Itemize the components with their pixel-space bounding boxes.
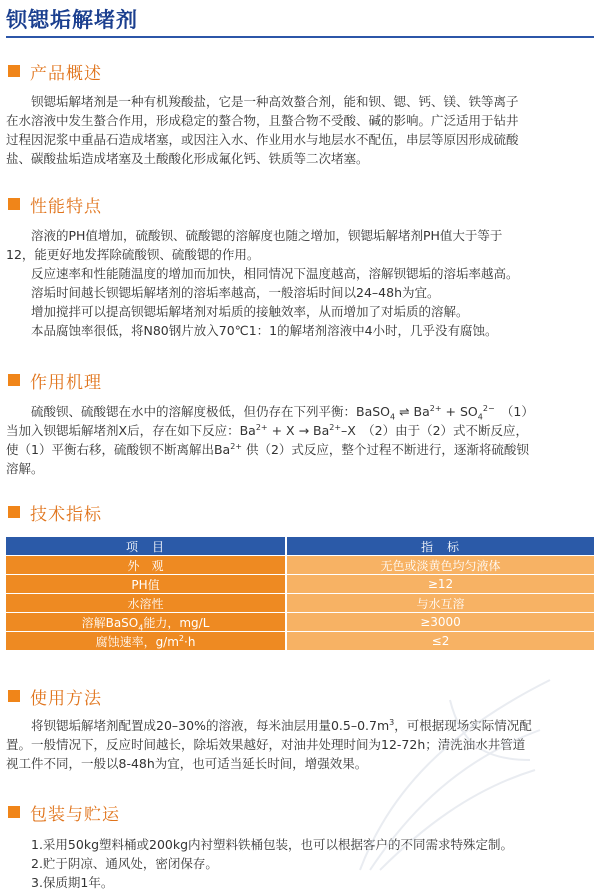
title-divider [6, 36, 594, 38]
section-heading-overview [8, 59, 102, 83]
section-title: 产品概述 [30, 63, 102, 84]
text-line: 在水溶液中发生螯合作用，形成稳定的螯合物，且螯合物不受酸、碱的影响。广泛适用于钻井 [6, 113, 519, 128]
orange-square-icon [8, 506, 20, 518]
section-title: 技术指标 [30, 504, 102, 525]
orange-square-icon [8, 690, 20, 702]
spec-item [6, 632, 286, 651]
text-run: 能力，mg/L [143, 615, 210, 630]
text-run: ，可根据现场实际情况配 [394, 718, 532, 733]
text-line: 本品腐蚀率很低，将N80钢片放入70℃1：1的解堵剂溶液中4小时，几乎没有腐蚀。 [31, 323, 498, 338]
text-line: 过程因泥浆中重晶石造成堵塞，或因注入水、作业用水与地层水不配伍，串层等原因形成硫酸 [6, 132, 519, 147]
section-heading-features [8, 192, 102, 216]
column-header-value: 指 标 [286, 537, 594, 556]
section-heading-specs [8, 500, 102, 524]
table-row [6, 613, 594, 632]
superscript: 2− [482, 403, 495, 413]
text-line: 反应速率和性能随温度的增加而加快，相同情况下温度越高，溶解钡锶垢的溶垢率越高。 [31, 266, 519, 281]
orange-square-icon [8, 198, 20, 210]
table-row [6, 556, 594, 575]
superscript: 3 [389, 717, 395, 727]
text-line: 12，能更好地发挥除硫酸钡、硫酸锶的作用。 [6, 247, 260, 262]
table-row [6, 575, 594, 594]
text-run: + SO [441, 404, 478, 419]
text-run: 供（2）式反应，整个过程不断进行，逐渐将硫酸钡 [242, 442, 529, 457]
mechanism-text [6, 402, 594, 478]
text-line [6, 440, 594, 459]
section-title: 性能特点 [30, 196, 102, 217]
text-run: + X → Ba [267, 423, 330, 438]
text-run: ·h [184, 634, 196, 649]
text-run: 使（1）平衡右移，硫酸钡不断离解出Ba [6, 442, 231, 457]
subscript: 4 [138, 622, 144, 632]
spec-item: PH值 [6, 575, 286, 594]
text-run: （1） [494, 404, 534, 419]
spec-item [6, 613, 286, 632]
text-line: 2.贮于阴凉、通风处，密闭保存。 [31, 856, 218, 871]
section-heading-packaging [8, 800, 120, 824]
table-row [6, 632, 594, 651]
section-title: 使用方法 [30, 688, 102, 709]
page-title: 钡锶垢解堵剂 [6, 8, 138, 32]
spec-value: ≤2 [286, 632, 594, 651]
text-run: ⇌ Ba [395, 404, 430, 419]
superscript: 2+ [429, 403, 442, 413]
text-line: 钡锶垢解堵剂是一种有机羧酸盐，它是一种高效螯合剂，能和钡、锶、钙、镁、铁等离子 [31, 94, 519, 109]
spec-value: 与水互溶 [286, 594, 594, 613]
text-line: 1.采用50kg塑料桶或200kg内衬塑料铁桶包装，也可以根据客户的不同需求特殊定制。 [31, 837, 514, 852]
orange-square-icon [8, 806, 20, 818]
superscript: 2 [178, 633, 185, 643]
overview-text [6, 92, 594, 168]
spec-item: 外 观 [6, 556, 286, 575]
text-line: 溶解。 [6, 461, 44, 476]
text-line: 溶液的PH值增加，硫酸钡、硫酸锶的溶解度也随之增加，钡锶垢解堵剂PH值大于等于 [31, 228, 503, 243]
text-run: 腐蚀速率，g/m [95, 634, 179, 649]
spec-value: ≥12 [286, 575, 594, 594]
text-line [6, 716, 594, 735]
table-header-row [6, 537, 594, 556]
subscript: 4 [477, 412, 483, 422]
features-text [6, 226, 594, 340]
subscript: 4 [390, 412, 396, 422]
text-line: 增加搅拌可以提高钡锶垢解堵剂对垢质的接触效率，从而增加了对垢质的溶解。 [31, 304, 469, 319]
section-title: 作用机理 [30, 372, 102, 393]
text-line: 3.保质期1年。 [31, 875, 114, 890]
text-run: 硫酸钡、硫酸锶在水中的溶解度极低，但仍存在下列平衡：BaSO [31, 404, 391, 419]
superscript: 2+ [255, 422, 268, 432]
text-line: 盐、碳酸盐垢造成堵塞及土酸酸化形成氟化钙、铁质等二次堵塞。 [6, 151, 369, 166]
packaging-text [6, 835, 594, 892]
orange-square-icon [8, 374, 20, 386]
text-line [6, 421, 594, 440]
text-run: 将钡锶垢解堵剂配置成20–30%的溶液，每米油层用量0.5–0.7m [31, 718, 390, 733]
section-heading-mechanism [8, 368, 102, 392]
spec-item: 水溶性 [6, 594, 286, 613]
table-row [6, 594, 594, 613]
specs-table [6, 537, 594, 651]
section-heading-usage [8, 684, 102, 708]
text-run: 溶解BaSO [81, 615, 139, 630]
orange-square-icon [8, 65, 20, 77]
spec-value: 无色或淡黄色均匀液体 [286, 556, 594, 575]
superscript: 2+ [230, 441, 242, 451]
column-header-item: 项 目 [6, 537, 286, 556]
spec-value: ≥3000 [286, 613, 594, 632]
text-line [6, 402, 594, 421]
usage-text [6, 716, 594, 773]
superscript: 2+ [329, 422, 342, 432]
text-run: –X （2）由于（2）式不断反应， [341, 423, 529, 438]
section-title: 包装与贮运 [30, 804, 120, 825]
text-line: 视工件不同，一般以8-48h为宜，也可适当延长时间，增强效果。 [6, 756, 368, 771]
text-line: 置。一般情况下，反应时间越长，除垢效果越好，对油井处理时间为12-72h；清洗油水井管道 [6, 737, 526, 752]
text-run: 当加入钡锶垢解堵剂X后，存在如下反应：Ba [6, 423, 256, 438]
text-line: 溶垢时间越长钡锶垢解堵剂的溶垢率越高，一般溶垢时间以24–48h为宜。 [31, 285, 440, 300]
